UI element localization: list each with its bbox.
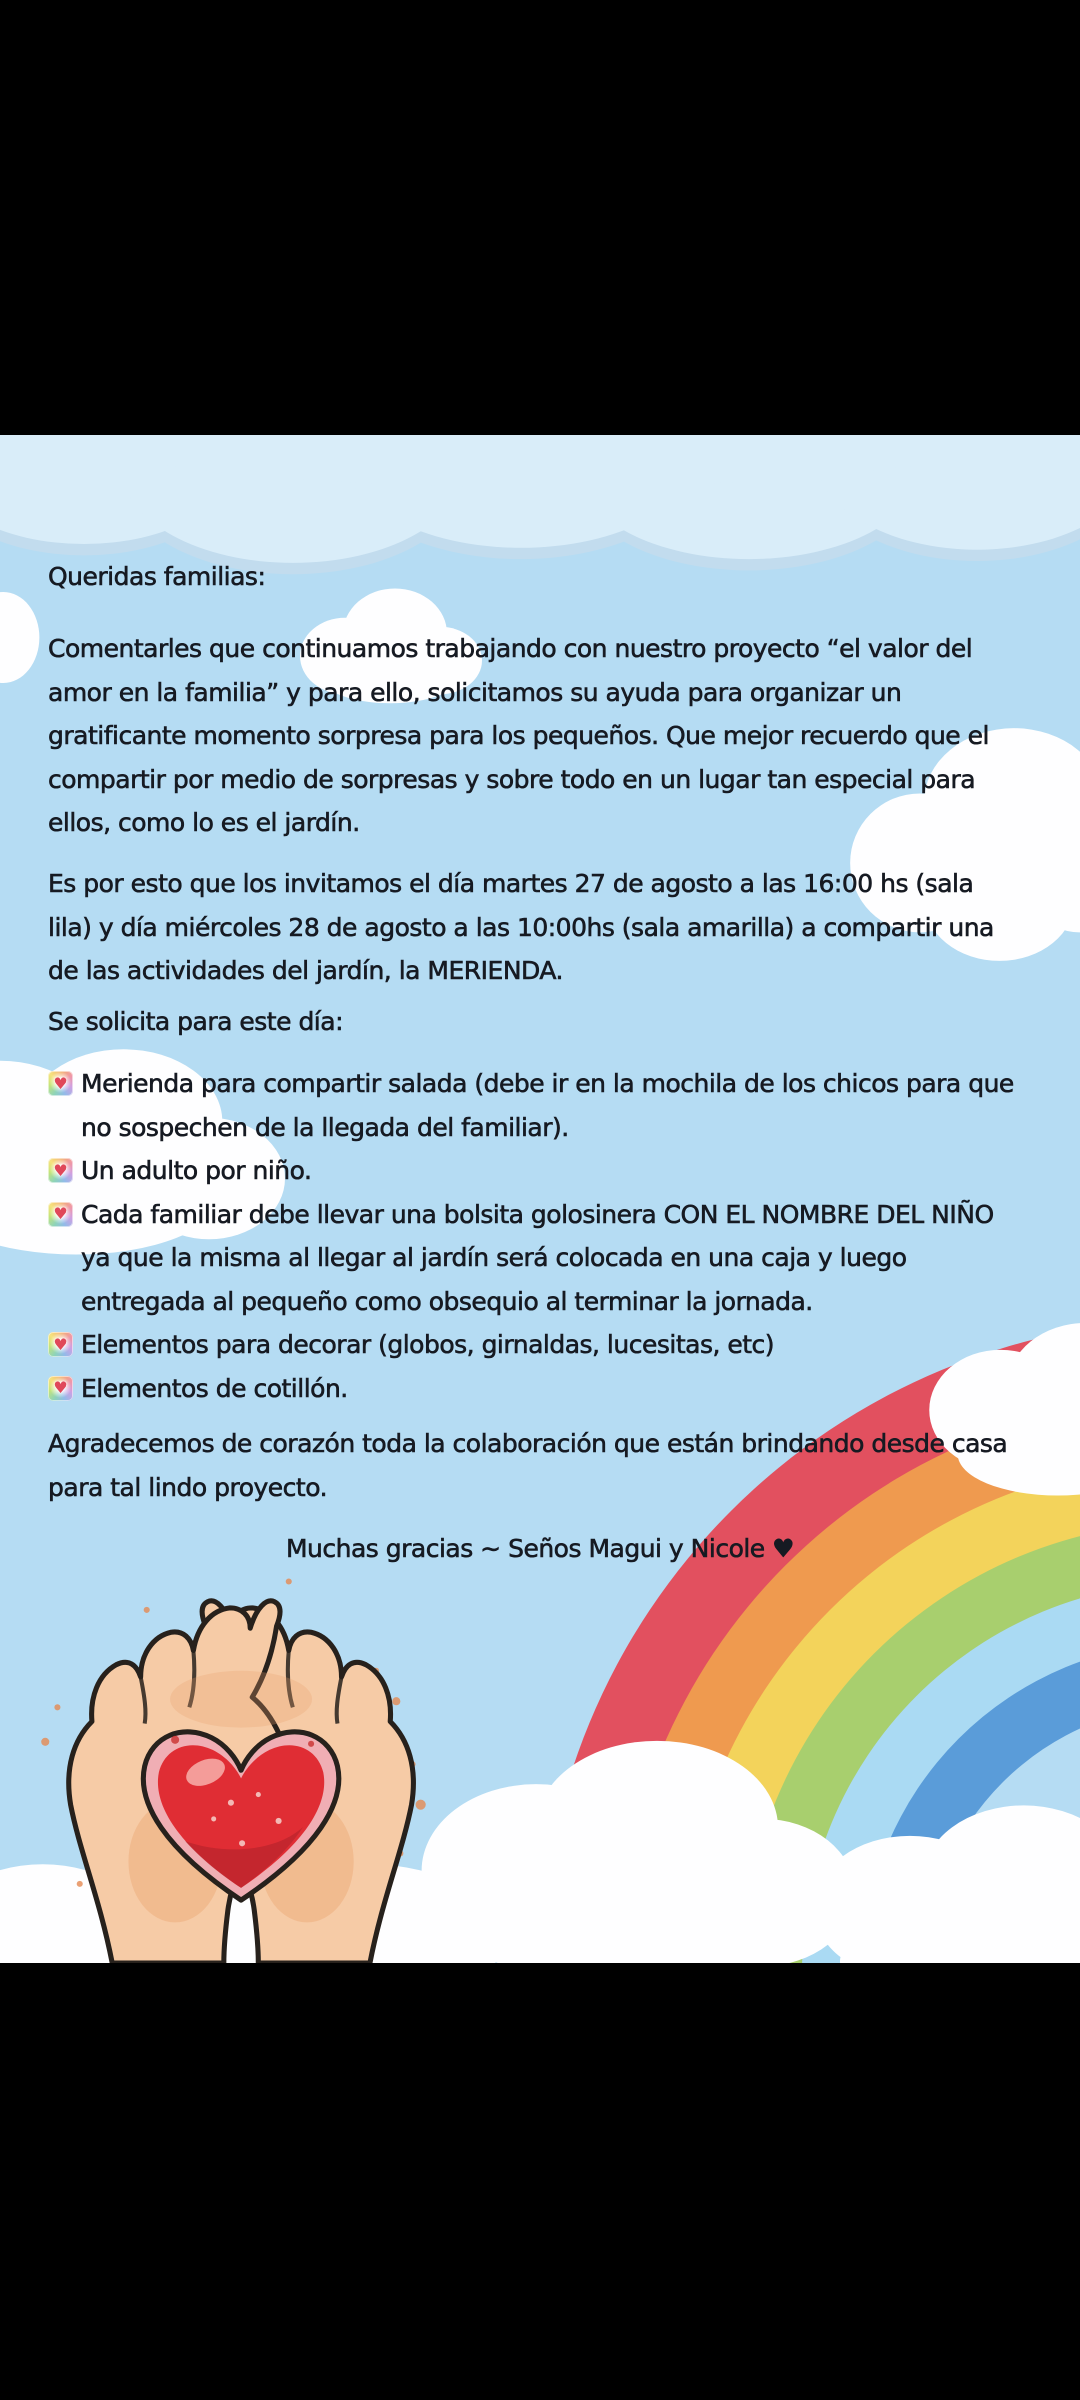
rainbow-heart-bullet-icon: [48, 1332, 73, 1357]
list-item-text: Elementos para decorar (globos, girnaldas, lucesitas, etc): [81, 1330, 775, 1359]
paragraph-project: [48, 627, 989, 845]
request-intro: Se solicita para este día:: [48, 1007, 343, 1036]
paragraph-invitation: [48, 862, 994, 993]
paragraph-line: Comentarles que continuamos trabajando con nuestro proyecto “el valor del: [48, 634, 973, 663]
heart-glyph: ♥: [53, 1204, 68, 1224]
list-item-continuation: [48, 1280, 1014, 1324]
rainbow-heart-bullet-icon: [48, 1071, 73, 1096]
list-item-continuation: [48, 1236, 1014, 1280]
list-item: [48, 1323, 1014, 1367]
list-item-text: Un adulto por niño.: [81, 1156, 312, 1185]
list-item: [48, 1062, 1014, 1106]
list-item-text: Merienda para compartir salada (debe ir en la mochila de los chicos para que: [81, 1069, 1014, 1098]
list-item-text: Cada familiar debe llevar una bolsita golosinera CON EL NOMBRE DEL NIÑO: [81, 1199, 994, 1229]
list-item-continuation: [48, 1106, 1014, 1150]
paragraph-thanks: [48, 1422, 1007, 1509]
paragraph-line: para tal lindo proyecto.: [48, 1472, 328, 1502]
greeting: Queridas familias:: [48, 562, 266, 591]
list-item: [48, 1149, 1014, 1193]
signature-line: Muchas gracias ~ Seños Magui y Nicole ♥: [285, 1534, 795, 1563]
heart-glyph: ♥: [53, 1334, 68, 1354]
list-item-text: no sospechen de la llegada del familiar).: [81, 1112, 569, 1142]
list-item-text: entregada al pequeño como obsequio al terminar la jornada.: [81, 1286, 813, 1316]
heart-glyph: ♥: [53, 1073, 68, 1093]
rainbow-heart-bullet-icon: [48, 1376, 73, 1401]
heart-glyph: ♥: [53, 1378, 68, 1398]
list-item-text: ya que la misma al llegar al jardín será colocada en una caja y luego: [81, 1243, 907, 1272]
paragraph-line: amor en la familia” y para ello, solicitamos su ayuda para organizar un: [48, 677, 902, 707]
paragraph-line: Es por esto que los invitamos el día martes 27 de agosto a las 16:00 hs (sala: [48, 869, 974, 898]
list-item: [48, 1193, 1014, 1237]
paragraph-line: gratificante momento sorpresa para los pequeños. Que mejor recuerdo que el: [48, 721, 989, 750]
rainbow-heart-bullet-icon: [48, 1158, 73, 1183]
heart-glyph: ♥: [53, 1160, 68, 1180]
paragraph-line: ellos, como lo es el jardín.: [48, 808, 360, 837]
cloud-bottom-center: [415, 1730, 855, 1963]
paragraph-line: compartir por medio de sorpresas y sobre todo en un lugar tan especial para: [48, 764, 976, 794]
list-item-text: Elementos de cotillón.: [81, 1373, 348, 1403]
cloud-bottom-right: [805, 1800, 1080, 1963]
paragraph-line: lila) y día miércoles 28 de agosto a las 10:00hs (sala amarilla) a compartir una: [48, 912, 994, 942]
hands-holding-heart-illustration: [22, 1547, 450, 1963]
rainbow-heart-bullet-icon: [48, 1202, 73, 1227]
bullet-list: [48, 1062, 1014, 1410]
paragraph-line: Agradecemos de corazón toda la colaboración que están brindando desde casa: [48, 1429, 1008, 1458]
cloud-left-edge: [0, 585, 50, 690]
paragraph-line: de las actividades del jardín, la MERIENDA.: [48, 956, 563, 985]
list-item: [48, 1367, 1014, 1411]
flyer-page: [0, 435, 1080, 1963]
